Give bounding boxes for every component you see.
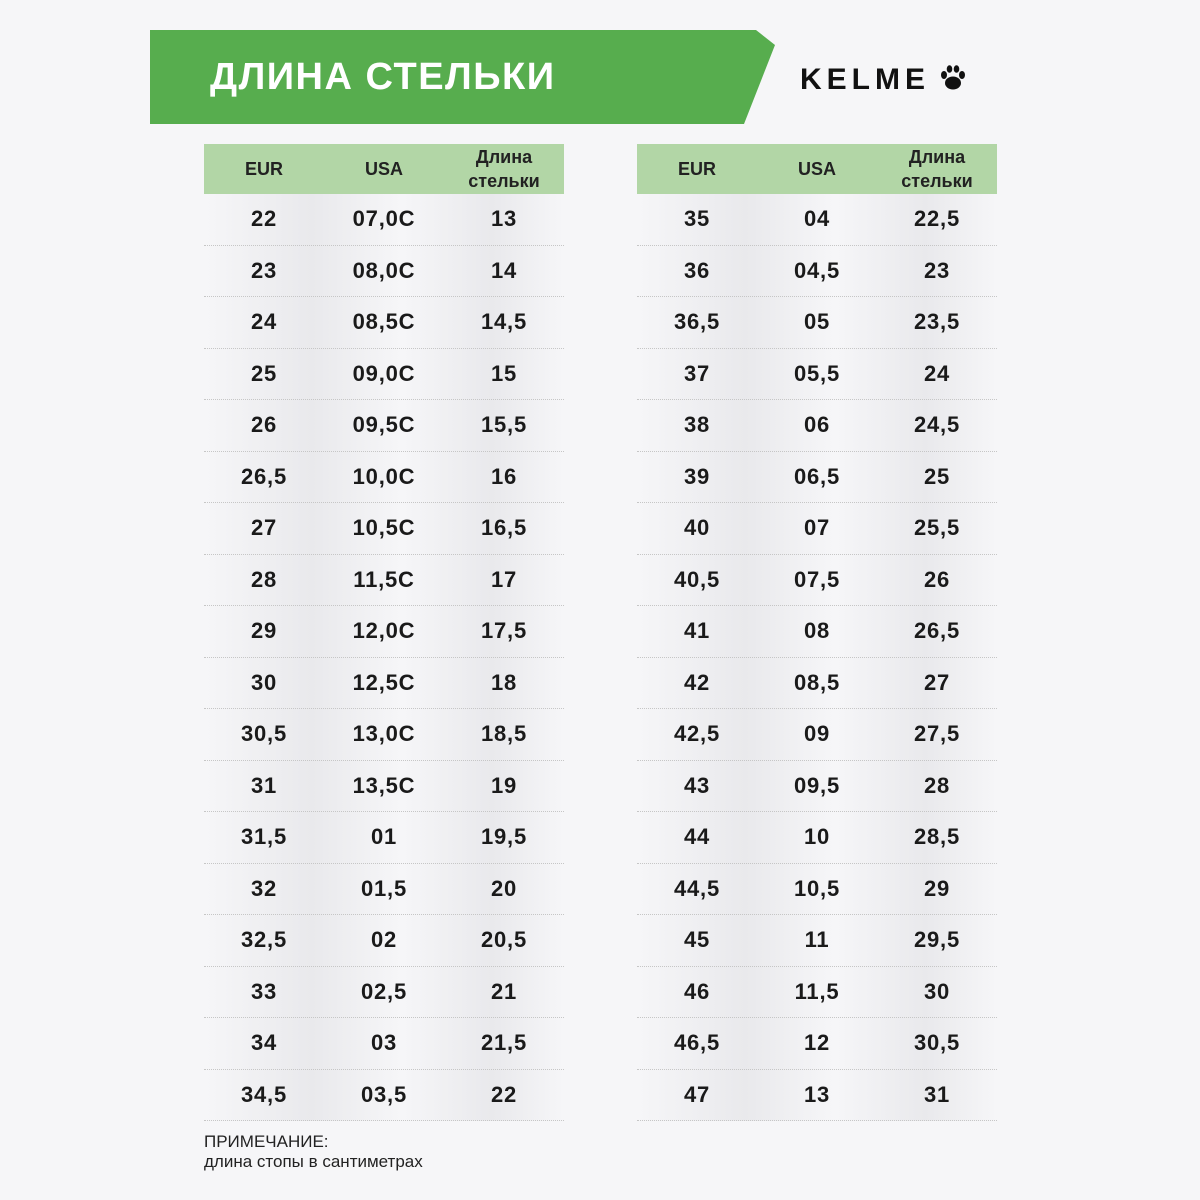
cell-eur: 43 [683, 772, 711, 798]
column-header-usa: USA [797, 159, 836, 179]
cell-insole-length: 30,5 [913, 1030, 961, 1056]
cell-eur: 44 [683, 824, 711, 850]
cell-eur: 44,5 [673, 875, 721, 901]
cell-usa: 01,5 [360, 875, 408, 901]
cell-eur: 34,5 [240, 1081, 288, 1107]
table-header [637, 144, 997, 194]
cell-usa: 11,5 [794, 978, 840, 1004]
table-row [204, 1018, 564, 1070]
cell-eur: 46,5 [673, 1030, 721, 1056]
cell-eur: 30 [250, 669, 278, 695]
cell-eur: 35 [683, 206, 711, 232]
cell-insole-length: 30 [923, 978, 951, 1004]
table-row [637, 915, 997, 967]
cell-eur: 37 [683, 360, 711, 386]
cell-insole-length: 13 [490, 206, 518, 232]
cell-usa: 09,0C [352, 360, 416, 386]
cell-usa: 02 [370, 927, 398, 953]
table-row [637, 864, 997, 916]
table-row [204, 761, 564, 813]
cell-eur: 31,5 [240, 824, 288, 850]
cell-usa: 04,5 [793, 257, 841, 283]
table-row [204, 1070, 564, 1122]
table-row [204, 709, 564, 761]
table-row [637, 297, 997, 349]
table-row [637, 503, 997, 555]
cell-insole-length: 19,5 [480, 824, 528, 850]
size-table-right [637, 144, 997, 1121]
cell-usa: 13 [803, 1081, 831, 1107]
cell-insole-length: 23 [923, 257, 951, 283]
cell-eur: 30,5 [240, 721, 288, 747]
cell-insole-length: 15,5 [480, 412, 528, 438]
cell-insole-length: 27,5 [913, 721, 961, 747]
cell-insole-length: 25,5 [913, 515, 961, 541]
cell-insole-length: 19 [490, 772, 518, 798]
column-header-insole-length: Длина стельки [468, 147, 540, 191]
table-row [204, 555, 564, 607]
cell-insole-length: 28,5 [913, 824, 961, 850]
cell-eur: 24 [250, 309, 278, 335]
paw-icon [938, 64, 968, 97]
note-title: ПРИМЕЧАНИЕ: [204, 1132, 329, 1151]
page-title: ДЛИНА СТЕЛЬКИ [210, 56, 556, 98]
cell-eur: 32,5 [240, 927, 288, 953]
column-header-insole-length: Длина стельки [901, 147, 973, 191]
cell-usa: 06,5 [793, 463, 841, 489]
cell-usa: 12,5C [352, 669, 416, 695]
cell-eur: 28 [250, 566, 278, 592]
cell-usa: 11,5C [353, 566, 415, 592]
cell-usa: 10,0C [352, 463, 416, 489]
cell-eur: 26 [250, 412, 278, 438]
table-row [637, 246, 997, 298]
size-table-left [204, 144, 564, 1121]
cell-insole-length: 24 [923, 360, 951, 386]
cell-usa: 01 [370, 824, 398, 850]
cell-eur: 36,5 [673, 309, 721, 335]
cell-eur: 27 [250, 515, 278, 541]
cell-eur: 23 [250, 257, 278, 283]
cell-insole-length: 14,5 [480, 309, 528, 335]
cell-usa: 05,5 [793, 360, 841, 386]
cell-eur: 40 [683, 515, 711, 541]
cell-eur: 42 [683, 669, 711, 695]
table-row [204, 967, 564, 1019]
table-row [637, 967, 997, 1019]
cell-usa: 07 [803, 515, 831, 541]
table-row [204, 194, 564, 246]
cell-eur: 45 [683, 927, 711, 953]
cell-insole-length: 18,5 [480, 721, 528, 747]
cell-usa: 10,5 [793, 875, 841, 901]
table-row [204, 864, 564, 916]
column-header-eur: EUR [244, 159, 283, 179]
cell-usa: 08,5 [793, 669, 841, 695]
cell-eur: 29 [250, 618, 278, 644]
cell-eur: 46 [683, 978, 711, 1004]
cell-eur: 38 [683, 412, 711, 438]
cell-usa: 03,5 [360, 1081, 408, 1107]
cell-insole-length: 28 [923, 772, 951, 798]
cell-usa: 08,5C [352, 309, 416, 335]
cell-usa: 03 [370, 1030, 398, 1056]
table-row [637, 761, 997, 813]
table-body [637, 194, 997, 1121]
table-row [637, 1018, 997, 1070]
cell-insole-length: 17 [490, 566, 518, 592]
cell-insole-length: 15 [490, 360, 518, 386]
cell-eur: 36 [683, 257, 711, 283]
table-row [204, 246, 564, 298]
cell-usa: 09,5 [793, 772, 841, 798]
column-header-eur: EUR [677, 159, 716, 179]
cell-eur: 25 [250, 360, 278, 386]
cell-usa: 04 [803, 206, 831, 232]
cell-usa: 08,0C [352, 257, 416, 283]
cell-insole-length: 24,5 [913, 412, 961, 438]
table-row [204, 297, 564, 349]
table-row [637, 709, 997, 761]
table-row [204, 915, 564, 967]
table-row [637, 606, 997, 658]
footnote [204, 1132, 423, 1172]
cell-usa: 02,5 [360, 978, 408, 1004]
cell-insole-length: 18 [490, 669, 518, 695]
cell-insole-length: 25 [923, 463, 951, 489]
cell-eur: 32 [250, 875, 278, 901]
table-row [637, 1070, 997, 1122]
cell-insole-length: 14 [490, 257, 518, 283]
cell-eur: 42,5 [673, 721, 721, 747]
cell-eur: 22 [250, 206, 278, 232]
cell-eur: 41 [683, 618, 711, 644]
cell-insole-length: 20,5 [480, 927, 528, 953]
cell-insole-length: 22,5 [913, 206, 961, 232]
table-row [637, 812, 997, 864]
table-row [204, 452, 564, 504]
cell-insole-length: 29 [923, 875, 951, 901]
cell-eur: 33 [250, 978, 278, 1004]
cell-insole-length: 17,5 [480, 618, 528, 644]
table-row [204, 349, 564, 401]
cell-eur: 26,5 [240, 463, 288, 489]
cell-usa: 13,5C [352, 772, 416, 798]
cell-usa: 09,5C [352, 412, 416, 438]
cell-usa: 10 [803, 824, 831, 850]
cell-insole-length: 29,5 [913, 927, 961, 953]
table-row [637, 194, 997, 246]
table-header [204, 144, 564, 194]
cell-usa: 11 [804, 927, 830, 953]
table-row [637, 400, 997, 452]
table-row [204, 503, 564, 555]
title-banner [150, 30, 775, 124]
brand-logo [800, 58, 968, 102]
cell-insole-length: 16 [490, 463, 518, 489]
cell-usa: 12,0C [352, 618, 416, 644]
table-row [637, 452, 997, 504]
cell-usa: 07,5 [793, 566, 841, 592]
cell-eur: 39 [683, 463, 711, 489]
table-body [204, 194, 564, 1121]
table-row [637, 349, 997, 401]
cell-usa: 13,0C [352, 721, 416, 747]
logo-text: KELME [800, 63, 930, 96]
cell-insole-length: 16,5 [480, 515, 528, 541]
cell-usa: 12 [803, 1030, 831, 1056]
cell-eur: 31 [250, 772, 278, 798]
table-row [204, 812, 564, 864]
cell-eur: 34 [250, 1030, 278, 1056]
cell-usa: 09 [803, 721, 831, 747]
cell-eur: 47 [683, 1081, 711, 1107]
cell-eur: 40,5 [673, 566, 721, 592]
cell-insole-length: 21 [490, 978, 518, 1004]
table-row [637, 555, 997, 607]
cell-insole-length: 26 [923, 566, 951, 592]
table-row [204, 658, 564, 710]
cell-insole-length: 27 [923, 669, 951, 695]
cell-usa: 05 [803, 309, 831, 335]
table-row [204, 606, 564, 658]
note-text: длина стопы в сантиметрах [204, 1152, 423, 1171]
cell-insole-length: 31 [923, 1081, 951, 1107]
cell-insole-length: 23,5 [913, 309, 961, 335]
cell-usa: 08 [803, 618, 831, 644]
table-row [204, 400, 564, 452]
table-row [637, 658, 997, 710]
cell-insole-length: 21,5 [480, 1030, 528, 1056]
cell-usa: 06 [803, 412, 831, 438]
cell-usa: 10,5C [352, 515, 416, 541]
cell-insole-length: 20 [490, 875, 518, 901]
cell-insole-length: 26,5 [913, 618, 961, 644]
cell-insole-length: 22 [490, 1081, 518, 1107]
cell-usa: 07,0C [352, 206, 416, 232]
column-header-usa: USA [364, 159, 403, 179]
